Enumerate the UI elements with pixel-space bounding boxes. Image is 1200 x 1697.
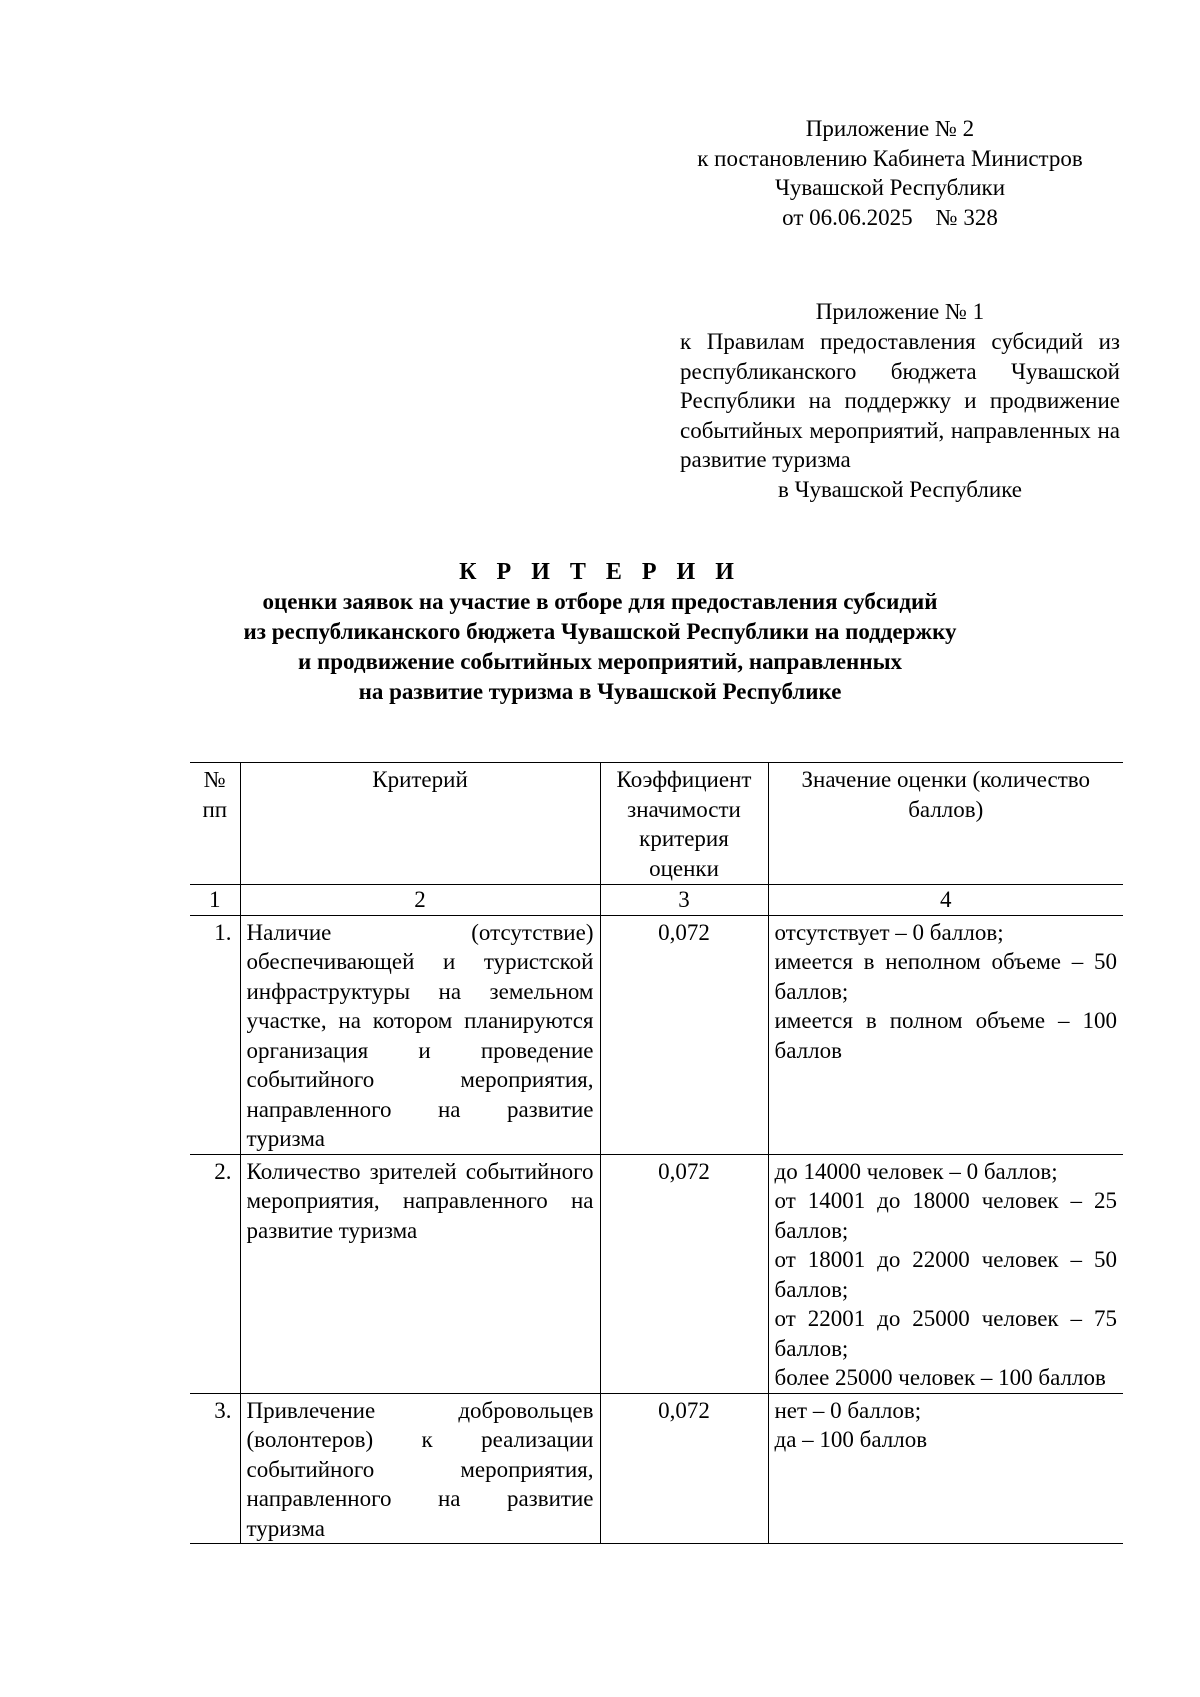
score-cell	[768, 915, 1123, 1154]
index-cell: 4	[768, 885, 1123, 916]
annex-2-resolution: к постановлению Кабинета Министров	[697, 145, 1083, 171]
score-line: от 14001 до 18000 человек – 25 баллов;	[774, 1188, 1117, 1243]
annex-2-block	[660, 114, 1120, 232]
table-row	[190, 1154, 1123, 1393]
table-header-row	[190, 763, 1123, 885]
document-subtitle-line-4: на развитие туризма в Чувашской Республике	[358, 679, 842, 704]
annex-1-last-line: в Чувашской Республике	[777, 476, 1022, 502]
criterion-cell: Привлечение добровольцев (волонтеров) к реализации событийного мероприятия, направленного на развитие туризма	[240, 1393, 600, 1544]
score-line: нет – 0 баллов;	[774, 1397, 922, 1423]
header-number: № пп	[190, 763, 240, 885]
document-subtitle-line-3: и продвижение событийных мероприятий, направленных	[297, 649, 903, 674]
header-coefficient: Коэффициент значимости критерия оценки	[600, 763, 768, 885]
annex-1-title: Приложение № 1	[815, 299, 985, 324]
table-row	[190, 1393, 1123, 1544]
score-line: более 25000 человек – 100 баллов	[774, 1365, 1106, 1390]
criterion-cell: Наличие (отсутствие) обеспечивающей и туристской инфраструктуры на земельном участке, на котором планируются организация и проведение событийного мероприятия, направленного на развитие туризма	[240, 915, 600, 1154]
annex-1-body: к Правилам предоставления субсидий из республиканского бюджета Чувашской Республики на поддержку и продвижение событийных мероприятий, направленных на развитие туризма	[680, 329, 1120, 472]
row-number: 1.	[190, 915, 240, 1154]
table-index-row	[190, 885, 1123, 916]
row-number: 2.	[190, 1154, 240, 1393]
score-line: от 22001 до 25000 человек – 75 баллов;	[774, 1306, 1117, 1361]
score-cell	[768, 1154, 1123, 1393]
score-cell	[768, 1393, 1123, 1544]
score-line: до 14000 человек – 0 баллов;	[774, 1158, 1058, 1184]
annex-2-date-number: от 06.06.2025 № 328	[782, 204, 998, 230]
document-title: К Р И Т Е Р И И	[459, 559, 741, 585]
score-line: отсутствует – 0 баллов;	[774, 919, 1004, 945]
row-number: 3.	[190, 1393, 240, 1544]
coefficient-cell: 0,072	[600, 1154, 768, 1393]
document-subtitle-line-2: из республиканского бюджета Чувашской Республики на поддержку	[243, 619, 957, 644]
score-line: да – 100 баллов	[774, 1427, 928, 1452]
coefficient-cell: 0,072	[600, 915, 768, 1154]
index-cell: 2	[240, 885, 600, 916]
header-score: Значение оценки (количество баллов)	[768, 763, 1123, 885]
coefficient-cell: 0,072	[600, 1393, 768, 1544]
criterion-cell: Количество зрителей событийного мероприятия, направленного на развитие туризма	[240, 1154, 600, 1393]
document-heading	[170, 557, 1030, 707]
annex-2-title: Приложение № 2	[805, 116, 975, 141]
score-line: имеется в полном объеме – 100 баллов	[774, 1008, 1117, 1063]
annex-1-block	[680, 327, 1120, 504]
table-row	[190, 915, 1123, 1154]
score-line: от 18001 до 22000 человек – 50 баллов;	[774, 1247, 1117, 1302]
header-criterion: Критерий	[240, 763, 600, 885]
score-line: имеется в неполном объеме – 50 баллов;	[774, 949, 1117, 1004]
index-cell: 3	[600, 885, 768, 916]
criteria-table	[190, 762, 1123, 1544]
index-cell: 1	[190, 885, 240, 916]
document-subtitle-line-1: оценки заявок на участие в отборе для предоставления субсидий	[262, 589, 938, 614]
annex-2-republic: Чувашской Республики	[774, 175, 1006, 200]
